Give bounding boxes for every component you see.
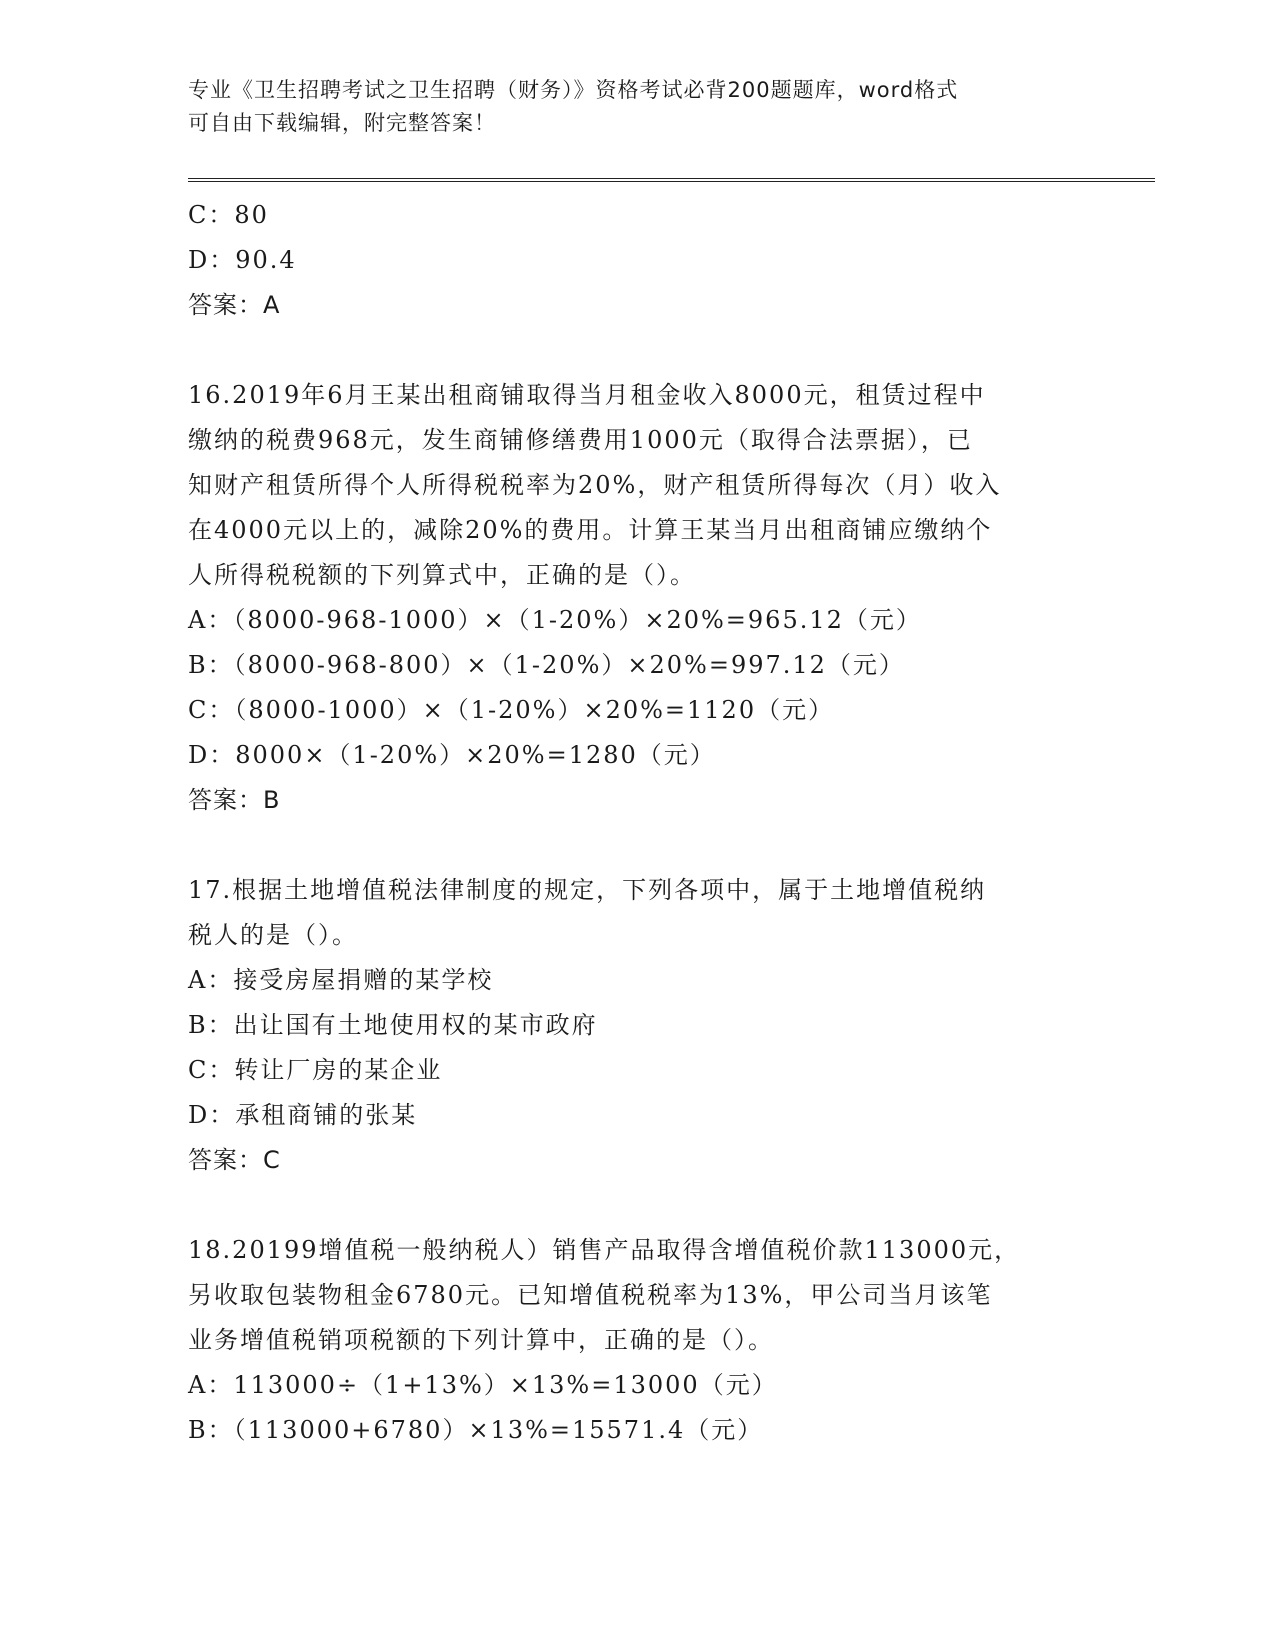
text-line: 业务增值税销项税额的下列计算中，正确的是（）。 bbox=[188, 1326, 774, 1354]
header-divider bbox=[188, 178, 1155, 182]
text-line: C：（8000-1000）×（1-20%）×20%=1120（元） bbox=[188, 696, 835, 724]
document-header bbox=[188, 74, 1068, 140]
answer-line: 答案：A bbox=[188, 291, 281, 319]
text-line: B：（113000+6780）×13%=15571.4（元） bbox=[188, 1416, 764, 1444]
paragraph-spacer bbox=[188, 823, 1088, 868]
text-line: 缴纳的税费968元，发生商铺修缮费用1000元（取得合法票据），已 bbox=[188, 426, 973, 454]
text-line: B：出让国有土地使用权的某市政府 bbox=[188, 1011, 598, 1039]
header-title-line-2: 可自由下载编辑，附完整答案！ bbox=[188, 111, 496, 135]
paragraph-spacer bbox=[188, 1183, 1088, 1228]
text-line: A：接受房屋捐赠的某学校 bbox=[188, 966, 494, 994]
text-line: 另收取包装物租金6780元。已知增值税税率为13%，甲公司当月该笔 bbox=[188, 1281, 993, 1309]
text-line: 人所得税税额的下列算式中，正确的是（）。 bbox=[188, 561, 696, 589]
header-title-line-1: 专业《卫生招聘考试之卫生招聘（财务）》资格考试必背200题题库，word格式 bbox=[188, 78, 959, 102]
text-line: D：承租商铺的张某 bbox=[188, 1101, 418, 1129]
answer-line: 答案：B bbox=[188, 786, 281, 814]
text-line: 17.根据土地增值税法律制度的规定，下列各项中，属于土地增值税纳 bbox=[188, 876, 987, 904]
text-line: D：90.4 bbox=[188, 246, 297, 274]
text-line: 16.2019年6月王某出租商铺取得当月租金收入8000元，租赁过程中 bbox=[188, 381, 986, 409]
text-line: 知财产租赁所得个人所得税税率为20%，财产租赁所得每次（月）收入 bbox=[188, 471, 1002, 499]
text-line: 税人的是（）。 bbox=[188, 921, 358, 949]
text-line: C：80 bbox=[188, 201, 269, 229]
text-line: C：转让厂房的某企业 bbox=[188, 1056, 443, 1084]
document-body bbox=[188, 193, 1088, 1453]
text-line: 在4000元以上的，减除20%的费用。计算王某当月出租商铺应缴纳个 bbox=[188, 516, 993, 544]
text-line: A：113000÷（1+13%）×13%=13000（元） bbox=[188, 1371, 778, 1399]
text-line: D：8000×（1-20%）×20%=1280（元） bbox=[188, 741, 716, 769]
text-line: B：（8000-968-800）×（1-20%）×20%=997.12（元） bbox=[188, 651, 905, 679]
answer-line: 答案：C bbox=[188, 1146, 281, 1174]
paragraph-spacer bbox=[188, 328, 1088, 373]
text-line: 18.20199增值税一般纳税人）销售产品取得含增值税价款113000元， bbox=[188, 1236, 1021, 1264]
text-line: A：（8000-968-1000）×（1-20%）×20%=965.12（元） bbox=[188, 606, 922, 634]
